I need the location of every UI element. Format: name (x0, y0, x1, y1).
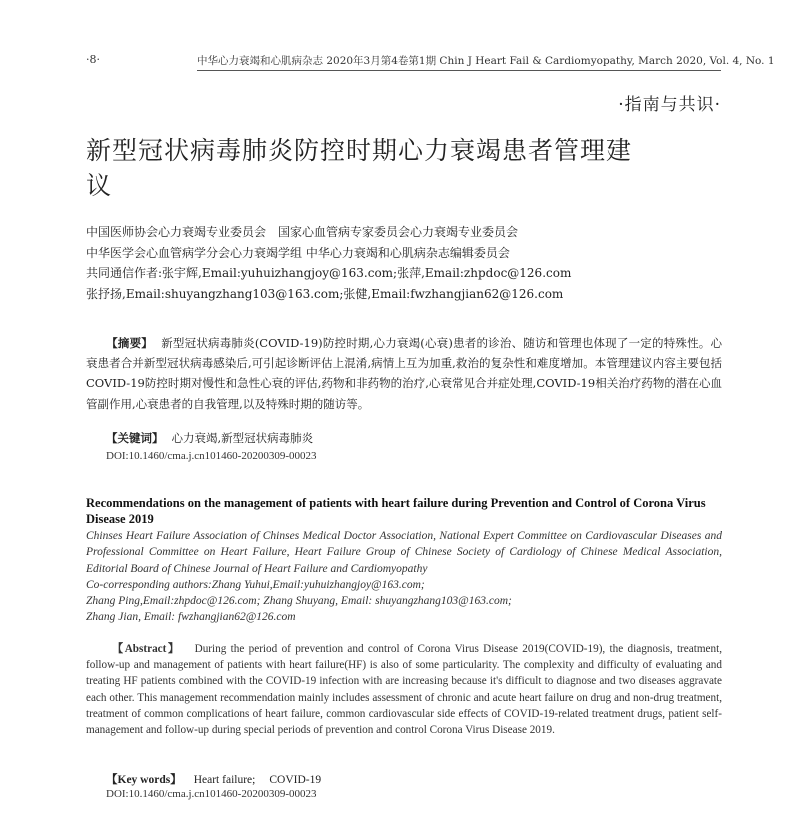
affiliations-english (86, 528, 722, 626)
keyword-item: COVID-19 (269, 774, 322, 786)
author-line: 张抒扬,Email:shuyangzhang103@163.com;张健,Email:fwzhangjian62@126.com (86, 287, 564, 302)
doi-chinese: DOI:10.1460/cma.j.cn101460-20200309-00023 (106, 450, 317, 462)
abstract-chinese (86, 333, 722, 414)
keywords-english (106, 771, 321, 787)
keyword-item: Heart failure; (193, 774, 256, 786)
abstract-text-english: During the period of prevention and control of Corona Virus Disease 2019(COVID-19), the diagnosis, treatment, follow-up and management of patients with heart failure(HF) is also of some particularity. The complexity and difficulty of evaluating and treating HF patients combined with the COVID-19 infection with are increasing because it's difficult to diagnose and two diseases aggravate each other. This management recommendation mainly includes assessment of chronic and acute heart failure on drug and non-drug treatment, treatment of common complications of heart failure, common cardiovascular side effects of COVID-19-related treatment drugs, patient self-management and follow-up during special periods of prevention and control Corona Virus Disease 2019. (86, 643, 722, 737)
affiliation-text: Chinses Heart Failure Association of Chinses Medical Doctor Association, National Expert Committee on Cardiovascular Diseases and Professional Committee on Heart Failure, Heart Failure Group of Chinese Society of Cardiology of Chinese Medical Association, Editorial Board of Chinese Journal of Heart Failure and Cardiomyopathy (86, 530, 722, 575)
keywords-text-chinese: 心力衰竭,新型冠状病毒肺炎 (171, 431, 314, 445)
author-line: 中华医学会心血管病学分会心力衰竭学组 中华心力衰竭和心肌病杂志编辑委员会 (86, 245, 510, 260)
corresponding-line: Zhang Ping,Email:zhpdoc@126.com; Zhang Shuyang, Email: shuyangzhang103@163.com; (86, 595, 512, 608)
abstract-text-chinese: 新型冠状病毒肺炎(COVID-19)防控时期,心力衰竭(心衰)患者的诊治、随访和管理也体现了一定的特殊性。心衰患者合并新型冠状病毒感染后,可引起诊断评估上混淆,病情上互为加重,救治的复杂性和难度增加。本管理建议内容主要包括COVID-19防控时期对慢性和急性心衰的评估,药物和非药物的治疗,心衰常见合并症处理,COVID-19相关治疗药物的潜在心血管副作用,心衰患者的自我管理,以及特殊时期的随访等。 (86, 336, 722, 411)
doi-english: DOI:10.1460/cma.j.cn101460-20200309-00023 (106, 788, 317, 800)
page-number: ·8· (86, 53, 100, 66)
article-title-chinese: 新型冠状病毒肺炎防控时期心力衰竭患者管理建议 (86, 136, 633, 200)
corresponding-line: Zhang Jian, Email: fwzhangjian62@126.com (86, 611, 296, 624)
author-block-chinese (86, 222, 726, 305)
abstract-label-english: 【Abstract】 (112, 643, 181, 655)
author-line: 中国医师协会心力衰竭专业委员会 国家心血管病专家委员会心力衰竭专业委员会 (86, 225, 519, 239)
journal-running-header: 中华心力衰竭和心肌病杂志 2020年3月第4卷第1期 Chin J Heart Fail & Cardiomyopathy, March 2020, Vol. 4, No. 1 (197, 53, 721, 71)
section-label: ·指南与共识· (618, 95, 721, 115)
keywords-label-english: 【Key words】 (106, 774, 182, 786)
abstract-label-chinese: 【摘要】 (106, 336, 154, 350)
keywords-chinese (106, 430, 313, 446)
article-title-english: Recommendations on the management of patients with heart failure during Prevention and Control of Corona Virus Disease 2019 (86, 496, 706, 526)
abstract-english (86, 641, 722, 738)
corresponding-line: Co-corresponding authors:Zhang Yuhui,Email:yuhuizhangjoy@163.com; (86, 578, 425, 591)
keywords-label-chinese: 【关键词】 (106, 431, 164, 445)
author-line: 共同通信作者:张宇辉,Email:yuhuizhangjoy@163.com;张萍,Email:zhpdoc@126.com (86, 266, 572, 281)
